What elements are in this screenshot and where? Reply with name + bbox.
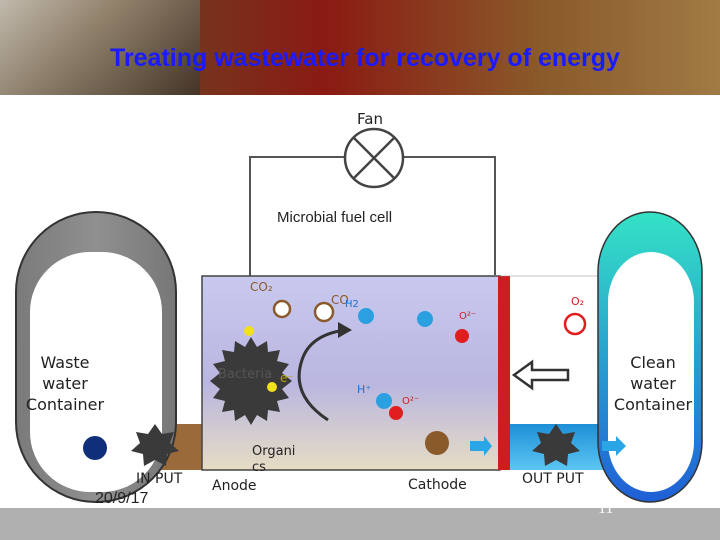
cathode-label: Cathode (408, 477, 467, 493)
h-ion-dot-2 (417, 311, 433, 327)
o-ion-dot-2 (389, 406, 403, 420)
clean-container-label: Clean water Container (613, 353, 693, 414)
bacteria-label: Bacteria (218, 367, 273, 382)
o2minus-label-top: O²⁻ (459, 311, 477, 322)
fan-label: Fan (357, 110, 383, 128)
h-ion-dot-1 (358, 308, 374, 324)
waste-particle-dot (83, 436, 107, 460)
anode-label: Anode (212, 478, 257, 494)
o2minus-label-bottom: O²⁻ (402, 396, 420, 407)
h-ion-dot-3 (376, 393, 392, 409)
h2-label: H2 (345, 299, 359, 310)
page-number: 11 (598, 500, 614, 517)
flow-arrow-left (514, 362, 568, 388)
hplus-label: H⁺ (357, 383, 372, 396)
co2-bubble-left (274, 301, 290, 317)
slide-title: Treating wastewater for recovery of energy (110, 44, 620, 72)
electron-label: e⁻ (280, 371, 294, 385)
organics-label: Organi cs (252, 444, 296, 475)
electron-dot-1 (244, 326, 254, 336)
output-label: OUT PUT (522, 471, 584, 487)
date-label: 20/9/17 (95, 490, 149, 507)
cathode-bar (498, 276, 510, 470)
co2-label-left: CO₂ (250, 280, 273, 294)
o2-label: O₂ (571, 295, 585, 308)
organics-particle-dot (425, 431, 449, 455)
electron-dot-2 (267, 382, 277, 392)
fan-icon (345, 129, 403, 187)
o2-bubble (565, 314, 585, 334)
waste-container-label: Waste water Container (25, 353, 105, 414)
cell-label: Microbial fuel cell (277, 209, 393, 226)
o-ion-dot-1 (455, 329, 469, 343)
input-label: IN PUT (136, 471, 183, 487)
co2-label-mid: CO (331, 293, 349, 307)
